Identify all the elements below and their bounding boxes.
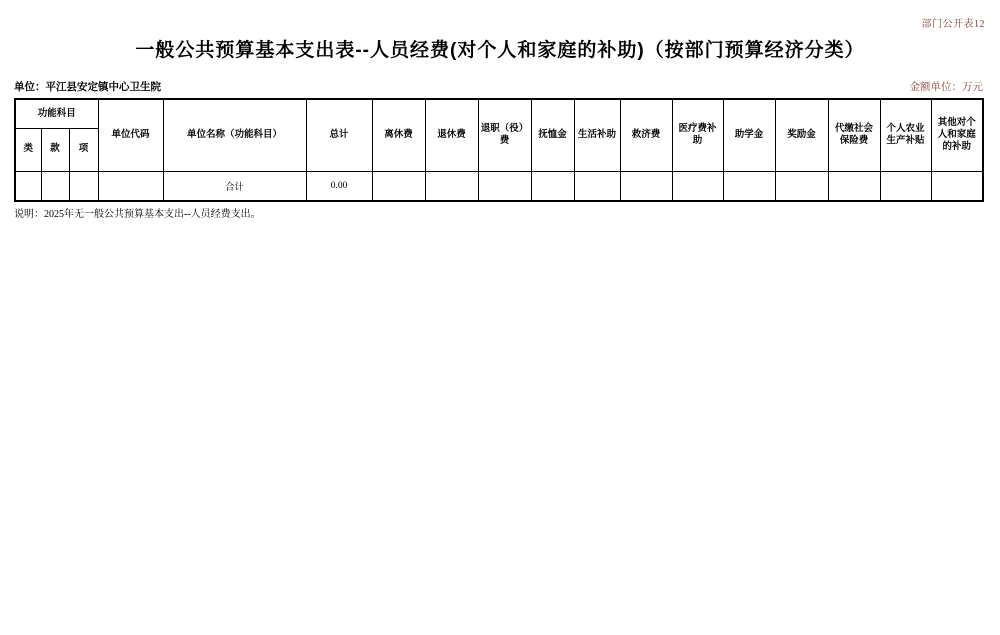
column-header-unit-code: 单位代码 xyxy=(98,99,163,171)
table-cell xyxy=(41,171,69,201)
subcolumn-header-section: 款 xyxy=(41,128,69,171)
table-cell xyxy=(880,171,931,201)
table-cell xyxy=(723,171,775,201)
column-header: 医疗费补助 xyxy=(672,99,723,171)
table-cell xyxy=(69,171,98,201)
column-header: 奖励金 xyxy=(775,99,828,171)
column-header-total: 总计 xyxy=(306,99,372,171)
amount-unit-label: 金额单位：万元 xyxy=(909,82,983,93)
column-header: 代缴社会保险费 xyxy=(828,99,880,171)
column-header: 个人农业生产补贴 xyxy=(880,99,931,171)
subcolumn-header-item: 项 xyxy=(69,128,98,171)
table-cell xyxy=(828,171,880,201)
table-cell xyxy=(620,171,672,201)
table-cell xyxy=(775,171,828,201)
table-cell xyxy=(372,171,425,201)
info-row xyxy=(14,79,983,94)
table-row xyxy=(15,171,983,201)
total-value-cell: 0.00 xyxy=(306,171,372,201)
column-header: 助学金 xyxy=(723,99,775,171)
column-header: 其他对个人和家庭的补助 xyxy=(931,99,983,171)
budget-table xyxy=(14,98,984,202)
table-cell xyxy=(478,171,531,201)
subcolumn-header-class: 类 xyxy=(15,128,41,171)
row-label-total: 合计 xyxy=(163,171,306,201)
column-header: 救济费 xyxy=(620,99,672,171)
column-header: 退职（役）费 xyxy=(478,99,531,171)
table-cell xyxy=(425,171,478,201)
table-cell xyxy=(931,171,983,201)
table-cell xyxy=(672,171,723,201)
column-header-unit-name: 单位名称（功能科目） xyxy=(163,99,306,171)
table-cell xyxy=(531,171,574,201)
column-header: 退休费 xyxy=(425,99,478,171)
unit-name-label: 单位：平江县安定镇中心卫生院 xyxy=(14,81,161,93)
table-cell xyxy=(15,171,41,201)
column-header: 离休费 xyxy=(372,99,425,171)
column-header: 抚恤金 xyxy=(531,99,574,171)
explanation-note: 说明：2025年无一般公共预算基本支出--人员经费支出。 xyxy=(14,209,261,220)
column-header: 生活补助 xyxy=(574,99,620,171)
page-title: 一般公共预算基本支出表--人员经费(对个人和家庭的补助)（按部门预算经济分类） xyxy=(135,40,865,61)
doc-index-label: 部门公开表12 xyxy=(921,19,985,30)
table-cell xyxy=(574,171,620,201)
header-function-subject: 功能科目 xyxy=(15,99,98,128)
table-cell xyxy=(98,171,163,201)
